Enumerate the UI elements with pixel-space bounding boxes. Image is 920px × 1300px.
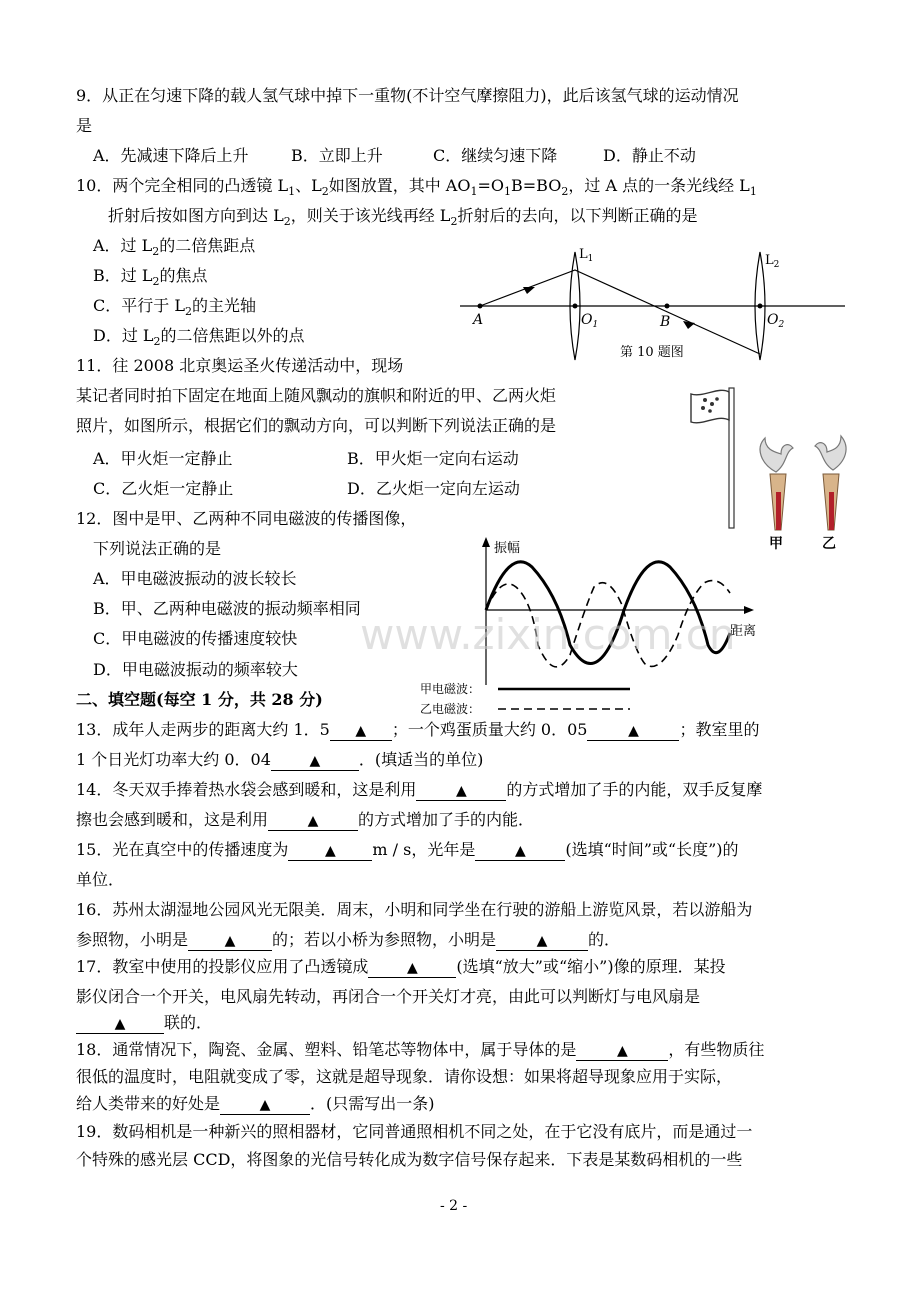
q17-line3: ▲联的． — [76, 1013, 212, 1034]
q16-line1: 16．苏州太湖湿地公园风光无限美．周末，小明和同学坐在行驶的游船上游览风景，若以游船为 — [76, 900, 753, 919]
q11-option-b: B．甲火炬一定向右运动 — [347, 449, 519, 468]
q15-line1: 15．光在真空中的传播速度为▲ m / s，光年是▲ (选填“时间”或“长度”)的 — [76, 840, 739, 861]
q12-option-d: D．甲电磁波振动的频率较大 — [93, 660, 298, 679]
q14-line2: 擦也会感到暖和，这是利用▲ 的方式增加了手的内能． — [76, 810, 534, 831]
q18-line1: 18．通常情况下，陶瓷、金属、塑料、铅笔芯等物体中，属于导体的是▲ ，有些物质往 — [76, 1040, 764, 1061]
q11-torch-figure — [683, 382, 858, 552]
q9-option-b: B．立即上升 — [291, 146, 383, 165]
q12-option-a: A．甲电磁波振动的波长较长 — [93, 569, 297, 588]
jia-flame-icon — [760, 438, 793, 472]
q11-option-d: D．乙火炬一定向左运动 — [347, 479, 520, 498]
label-a: A — [473, 312, 484, 328]
label-l2: $L_2$ — [765, 253, 780, 270]
q19-line1: 19．数码相机是一种新兴的照相器材，它同普通照相机不同之处，在于它没有底片，而是通过一 — [76, 1122, 753, 1141]
watermark: www.zixin.com.cn — [360, 610, 736, 659]
label-yi: 乙 — [822, 536, 836, 552]
answer-blank[interactable] — [330, 721, 392, 741]
q12-stem-line2: 下列说法正确的是 — [93, 539, 222, 558]
answer-blank[interactable] — [220, 1095, 310, 1115]
label-o1: $O_1$ — [581, 312, 599, 330]
answer-blank[interactable] — [576, 1041, 668, 1061]
q12-stem-line1: 12．图中是甲、乙两种不同电磁波的传播图像， — [76, 509, 417, 528]
q11-stem-line3: 照片，如图所示，根据它们的飘动方向，可以判断下列说法正确的是 — [76, 416, 557, 435]
q10-stem-line2: 折射后按如图方向到达 $L_2$，则关于该光线再经 $L_2$折射后的去向，以下判断正确的是 — [108, 206, 698, 229]
q15-line2: 单位． — [76, 870, 125, 889]
q10-option-c: C．平行于 $L_2$的主光轴 — [93, 296, 256, 319]
y-axis-label: 振幅 — [494, 541, 521, 556]
answer-blank[interactable] — [288, 841, 372, 861]
q10-option-a: A．过 $L_2$的二倍焦距点 — [93, 236, 256, 259]
q16-line2: 参照物，小明是▲ 的；若以小桥为参照物，小明是▲ 的． — [76, 930, 620, 951]
legend-jia: 甲电磁波： — [420, 682, 481, 696]
answer-blank[interactable] — [587, 721, 679, 741]
figure-caption: 第 10 题图 — [620, 345, 684, 360]
q12-option-b: B．甲、乙两种电磁波的振动频率相同 — [93, 599, 361, 618]
q18-line2: 很低的温度时，电阻就变成了零，这就是超导现象．请你设想：如果将超导现象应用于实际， — [76, 1067, 733, 1086]
legend-yi: 乙电磁波： — [420, 702, 481, 715]
answer-blank[interactable] — [268, 811, 358, 831]
q17-line2: 影仪闭合一个开关，电风扇先转动，再闭合一个开关灯才亮，由此可以判断灯与电风扇是 — [76, 987, 701, 1006]
q9-option-d: D．静止不动 — [603, 146, 696, 165]
q10-option-d: D．过 $L_2$的二倍焦距以外的点 — [93, 326, 305, 349]
q9-stem-line1: 9．从正在匀速下降的载人氢气球中掉下一重物(不计空气摩擦阻力)，此后该氢气球的运动情况 — [76, 86, 739, 105]
q19-line2: 个特殊的感光层 CCD，将图象的光信号转化成为数字信号保存起来．下表是某数码相机的一些 — [76, 1150, 743, 1169]
q11-option-c: C．乙火炬一定静止 — [93, 479, 234, 498]
ray-arrow-icon — [523, 287, 535, 294]
answer-blank[interactable] — [416, 781, 506, 801]
q11-stem-line1: 11．往 2008 北京奥运圣火传递活动中，现场 — [76, 356, 404, 375]
q18-line3: 给人类带来的好处是▲ ．(只需写出一条) — [76, 1094, 435, 1115]
q9-option-a: A．先减速下降后上升 — [93, 146, 249, 165]
answer-blank[interactable] — [76, 1014, 164, 1034]
answer-blank[interactable] — [496, 931, 588, 951]
q10-lens-figure — [455, 242, 850, 367]
q11-option-a: A．甲火炬一定静止 — [93, 449, 233, 468]
q10-stem-line1: 10．两个完全相同的凸透镜 $L_1$、$L_2$如图放置，其中 $AO_1=O_1B=BO_2$，过 A 点的一条光线经 $L_1$ — [76, 176, 757, 199]
label-l1: $L_1$ — [579, 247, 594, 264]
x-axis-label: 距离 — [730, 624, 757, 639]
light-ray — [480, 270, 760, 354]
label-b: B — [660, 314, 671, 330]
q13-line1: 13．成年人走两步的距离大约 1．5▲ ；一个鸡蛋质量大约 0．05▲ ；教室里的 — [76, 720, 759, 741]
yi-flame-icon — [815, 436, 846, 470]
q13-line2: 1 个日光灯功率大约 0．04▲ ．(填适当的单位) — [76, 750, 483, 771]
q11-stem-line2: 某记者同时拍下固定在地面上随风飘动的旗帜和附近的甲、乙两火炬 — [76, 386, 557, 405]
section2-title: 二、填空题(每空 1 分，共 28 分) — [76, 690, 323, 709]
answer-blank[interactable] — [188, 931, 272, 951]
q9-option-c: C．继续匀速下降 — [433, 146, 558, 165]
q14-line1: 14．冬天双手捧着热水袋会感到暖和，这是利用▲ 的方式增加了手的内能，双手反复摩 — [76, 780, 762, 801]
x-axis-arrow-icon — [744, 606, 754, 614]
page-number: - 2 - — [440, 1198, 468, 1214]
label-jia: 甲 — [769, 536, 783, 552]
answer-blank[interactable] — [271, 751, 359, 771]
q10-option-b: B．过 $L_2$的焦点 — [93, 266, 208, 289]
flag-pole — [729, 388, 734, 528]
q9-stem-line2: 是 — [76, 116, 93, 135]
answer-blank[interactable] — [368, 958, 456, 978]
answer-blank[interactable] — [475, 841, 565, 861]
y-axis-arrow-icon — [482, 537, 490, 547]
label-o2: $O_2$ — [767, 312, 785, 330]
ray-arrow-icon-2 — [683, 321, 695, 329]
flag-icon — [691, 390, 729, 423]
q17-line1: 17．教室中使用的投影仪应用了凸透镜成▲ (选填“放大”或“缩小”)像的原理．某投 — [76, 957, 726, 978]
q12-option-c: C．甲电磁波的传播速度较快 — [93, 629, 298, 648]
